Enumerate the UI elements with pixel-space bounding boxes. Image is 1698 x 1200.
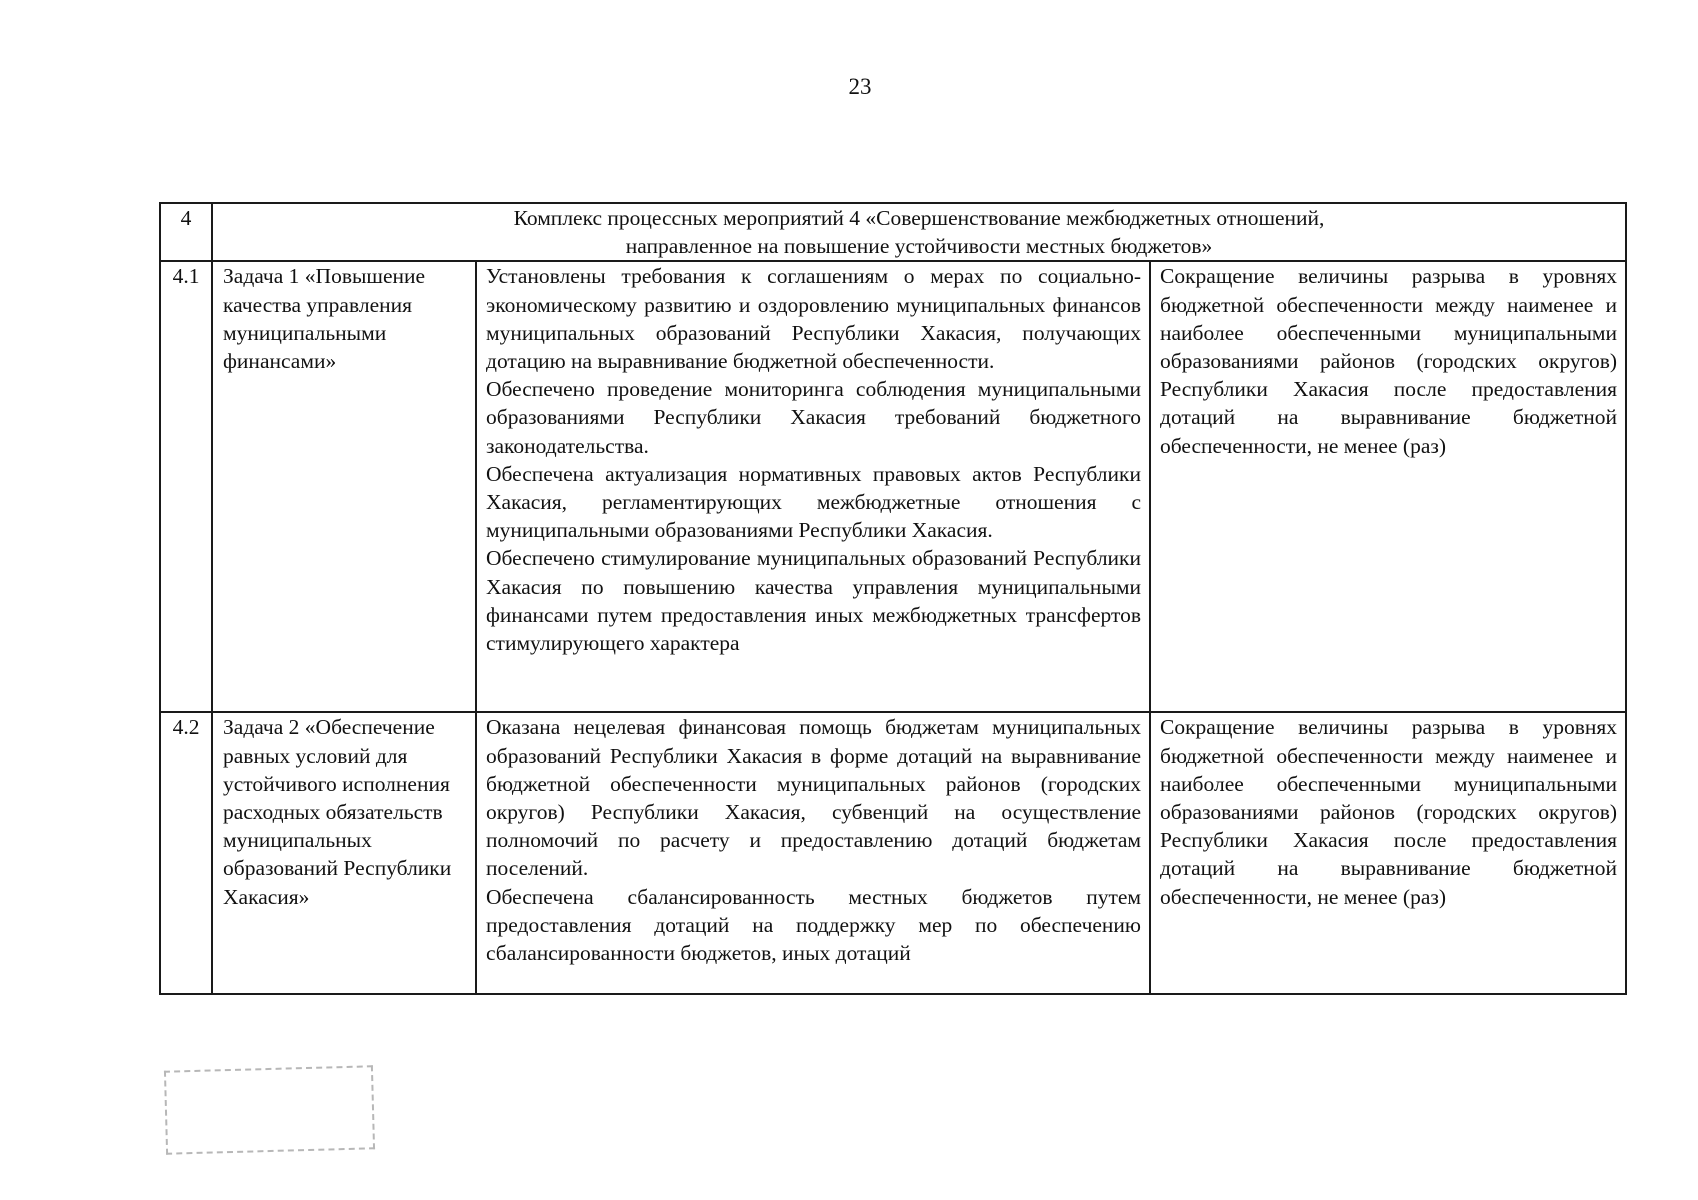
task-text: Задача 1 «Повышение качества управления муниципальными финансами» — [223, 264, 426, 374]
section-number: 4 — [160, 203, 212, 261]
section-title — [212, 203, 1626, 261]
result-paragraph: Обеспечено стимулирование муниципальных образований Республики Хакасия по повышению качества управления муниципальными финансами путем предоставления иных межбюджетных трансфертов стимулирующего характера — [486, 546, 1141, 656]
faded-stamp — [164, 1065, 375, 1154]
indicator-text: Сокращение величины разрыва в уровнях бюджетной обеспеченности между наименее и наиболее обеспеченными муниципальными образованиями районов (городских округов) Республики Хакасия после предоставления дотаций на выравнивание бюджетной обеспеченности, не менее (раз) — [1160, 715, 1618, 909]
table-row — [160, 261, 1626, 712]
task-cell — [212, 261, 476, 712]
row-number: 4.1 — [160, 261, 212, 712]
indicator-cell — [1150, 261, 1626, 712]
result-paragraph: Оказана нецелевая финансовая помощь бюджетам муниципальных образований Республики Хакасия в форме дотаций на выравнивание бюджетной обеспеченности муниципальных районов (городских округов) Республики Хакасия, субвенций на осуществление полномочий по расчету и предоставлению дотаций бюджетам поселений. — [486, 715, 1141, 881]
indicator-cell — [1150, 712, 1626, 994]
results-cell — [476, 261, 1150, 712]
result-paragraph: Обеспечена актуализация нормативных правовых актов Республики Хакасия, регламентирующих межбюджетные отношения с муниципальными образованиями Республики Хакасия. — [486, 461, 1141, 543]
section-title-line-1: Комплекс процессных мероприятий 4 «Совершенствование межбюджетных отношений, — [513, 206, 1325, 230]
results-cell — [476, 712, 1150, 994]
task-cell — [212, 712, 476, 994]
result-paragraph: Установлены требования к соглашениям о мерах по социально-экономическому развитию и оздоровлению муниципальных финансов муниципальных образований Республики Хакасия, получающих дотацию на выравнивание бюджетной обеспеченности. — [486, 264, 1141, 374]
result-paragraph: Обеспечена сбалансированность местных бюджетов путем предоставления дотаций на поддержку мер по обеспечению сбалансированности бюджетов, иных дотаций — [486, 884, 1141, 966]
task-text: Задача 2 «Обеспечение равных условий для устойчивого исполнения расходных обязательств муниципальных образований Республики Хакасия» — [223, 715, 452, 909]
page-number: 23 — [848, 74, 872, 99]
row-number: 4.2 — [160, 712, 212, 994]
section-title-line-2: направленное на повышение устойчивости местных бюджетов» — [625, 234, 1213, 259]
result-paragraph: Обеспечено проведение мониторинга соблюдения муниципальными образованиями Республики Хакасия требований бюджетного законодательства. — [486, 377, 1141, 458]
indicator-text: Сокращение величины разрыва в уровнях бюджетной обеспеченности между наименее и наиболее обеспеченными муниципальными образованиями районов (городских округов) Республики Хакасия после предоставления дотаций на выравнивание бюджетной обеспеченности, не менее (раз) — [1160, 264, 1618, 458]
section-row — [160, 203, 1626, 261]
measures-table — [159, 202, 1627, 995]
table-row — [160, 712, 1626, 994]
